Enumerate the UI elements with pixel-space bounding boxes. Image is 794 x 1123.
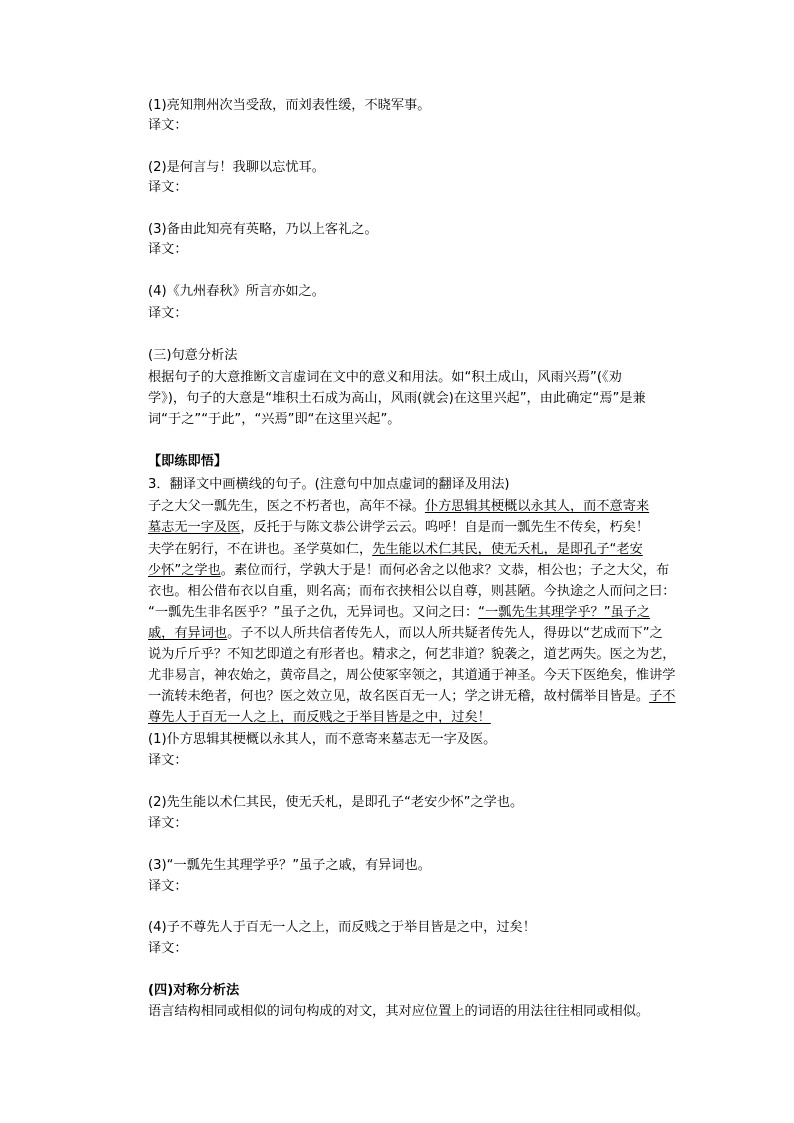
question-4: (4)《九州春秋》所言亦如之。 bbox=[148, 284, 325, 299]
method3-line-2: 学》)，句子的大意是“堆积土石成为高山，风雨(就会)在这里兴起”，由此确定“焉”是兼 bbox=[148, 391, 646, 406]
underlined-sentence-1a: 仆方思辑其梗概以永其人，而不意寄来 bbox=[424, 499, 650, 514]
underlined-sentence-2a: 先生能以术仁其民，使无夭札，是即孔子“老安 bbox=[372, 542, 643, 557]
question-3: (3)备由此知亮有英略，乃以上客礼之。 bbox=[148, 222, 378, 237]
method3-heading: (三)句意分析法 bbox=[148, 348, 238, 363]
method3-line-1: 根据句子的大意推断文言虚词在文中的意义和用法。如“积土成山，风雨兴焉”(《劝 bbox=[148, 370, 622, 385]
passage-p1-line-1: 子之大父一瓢先生，医之不朽者也，高年不禄。仆方思辑其梗概以永其人，而不意寄来 bbox=[148, 499, 650, 514]
passage-p2-line-8: 一流转未绝者，何也？医之效立见，故名医百无一人；学之讲无稽，故村儒举目皆是。子不 bbox=[148, 689, 676, 704]
answer-label-s3: 译文： bbox=[148, 879, 188, 894]
passage-p1-line-2: 墓志无一字及医，反托于与陈文恭公讲学云云。呜呼！自是而一瓢先生不传矣，朽矣！ bbox=[148, 520, 650, 535]
question-1: (1)亮知荆州次当受敌，而刘表性缓，不晓军事。 bbox=[148, 98, 431, 113]
method4-heading: (四)对称分析法 bbox=[148, 983, 240, 998]
underlined-sentence-4a: 子不 bbox=[649, 689, 676, 704]
answer-label-3: 译文： bbox=[148, 242, 188, 257]
question-2: (2)是何言与！我聊以忘忧耳。 bbox=[148, 160, 325, 175]
passage-p2-line-6: 说为斤斤乎？不知艺即道之有形者也。精求之，何艺非道？貌袭之，道艺两失。医之为艺， bbox=[148, 647, 676, 662]
answer-label-s4: 译文： bbox=[148, 941, 188, 956]
passage-p2-line-2: 少怀”之学也。素位而行，学孰大于是！而何必舍之以他求？文恭，相公也；子之大父，布 bbox=[148, 563, 670, 578]
sentence-1: (1)仆方思辑其梗概以永其人，而不意寄来墓志无一字及医。 bbox=[148, 732, 497, 747]
underlined-sentence-3b: 戚，有异词也 bbox=[148, 626, 228, 641]
passage-p2-line-4: “一瓢先生非名医乎？”虽子之仇，无异词也。又问之曰：“一瓢先生其理学乎？”虽子之 bbox=[148, 605, 651, 620]
sentence-3: (3)“一瓢先生其理学乎？”虽子之戚，有异词也。 bbox=[148, 858, 431, 873]
practice-heading: 【即练即悟】 bbox=[148, 454, 228, 469]
underlined-sentence-2b: 少怀”之学也 bbox=[148, 563, 221, 578]
practice-instruction: 3．翻译文中画横线的句子。(注意句中加点虚词的翻译及用法) bbox=[148, 477, 510, 492]
underlined-sentence-1b: 墓志无一字及医 bbox=[148, 520, 241, 535]
answer-label-s2: 译文： bbox=[148, 816, 188, 831]
answer-label-4: 译文： bbox=[148, 306, 188, 321]
answer-label-1: 译文： bbox=[148, 118, 188, 133]
passage-p2-line-7: 尤非易言，神农始之，黄帝昌之，周公使冢宰领之，其道通于神圣。今天下医绝矣，惟讲学 bbox=[148, 668, 676, 683]
sentence-2: (2)先生能以术仁其民，使无夭札，是即孔子“老安少怀”之学也。 bbox=[148, 795, 524, 810]
passage-p2-line-5: 戚，有异词也。子不以人所共信者传先人，而以人所共疑者传先人，得毋以“艺成而下”之 bbox=[148, 626, 663, 641]
underlined-sentence-4b: 尊先人于百无一人之上，而反贱之于举目皆是之中，过矣！ bbox=[148, 710, 491, 725]
method3-line-3: 词“于之”“于此”，“兴焉”即“在这里兴起”。 bbox=[148, 412, 401, 427]
sentence-4: (4)子不尊先人于百无一人之上，而反贱之于举目皆是之中，过矣！ bbox=[148, 920, 536, 935]
answer-label-2: 译文： bbox=[148, 180, 188, 195]
method4-line-1: 语言结构相同或相似的词句构成的对文，其对应位置上的词语的用法往往相同或相似。 bbox=[148, 1004, 650, 1019]
underlined-sentence-3a: “一瓢先生其理学乎？”虽子之 bbox=[478, 605, 651, 620]
passage-p2-line-9 bbox=[148, 708, 491, 728]
answer-label-s1: 译文： bbox=[148, 753, 188, 768]
passage-p2-line-3: 衣也。相公借布衣以自重，则名高；而布衣挟相公以自尊，则甚陋。今执途之人而问之曰： bbox=[148, 584, 676, 599]
passage-p2-line-1: 夫学在躬行，不在讲也。圣学莫如仁，先生能以术仁其民，使无夭札，是即孔子“老安 bbox=[148, 542, 643, 557]
